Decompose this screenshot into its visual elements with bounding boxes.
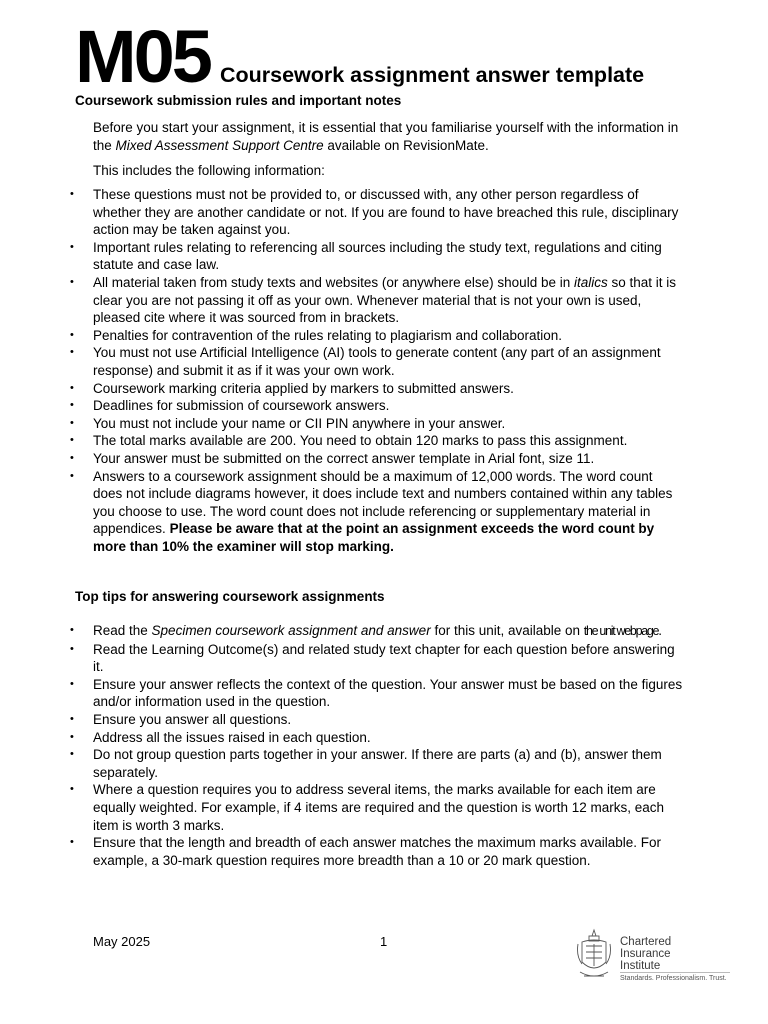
cii-logo bbox=[576, 928, 746, 988]
list-item bbox=[0, 380, 683, 398]
bullet-icon: • bbox=[70, 434, 74, 447]
top-tips-list bbox=[0, 622, 700, 869]
logo-line-3: Institute bbox=[620, 960, 661, 972]
bullet-icon: • bbox=[70, 730, 74, 743]
list-item-text bbox=[93, 398, 389, 413]
list-item-text bbox=[93, 712, 291, 727]
list-item-pre: Answers to a coursework assignment should be a maximum of 12,000 words. The word count does not include diagrams however, it does include text and numbers contained within any tables you choose to use. The word count does not include referencing or supplementary material in appendices. bbox=[93, 468, 673, 537]
intro-paragraph bbox=[93, 119, 683, 155]
list-item bbox=[0, 711, 683, 729]
list-item bbox=[0, 186, 683, 239]
intro-italic-reference: Mixed Assessment Support Centre bbox=[115, 138, 324, 153]
list-item bbox=[0, 676, 683, 711]
bullet-icon: • bbox=[70, 469, 74, 482]
list-item bbox=[0, 432, 683, 450]
list-item-squeeze: the unit webpage bbox=[583, 624, 659, 638]
list-item-post: for this unit, available on bbox=[430, 623, 584, 638]
bullet-icon: • bbox=[70, 416, 74, 429]
list-item-text: You must not use Artificial Intelligence (AI) tools to generate content (any part of an assignment response) and submit it as if it was your own work. bbox=[93, 345, 661, 378]
list-item-text: Do not group question parts together in your answer. If there are parts (a) and (b), answer them separately. bbox=[93, 747, 662, 780]
list-item-text bbox=[93, 782, 664, 832]
list-item-bold: Please be aware that at the point an assignment exceeds the word count by more than 10% the examiner will stop marking. bbox=[93, 521, 655, 554]
list-item bbox=[0, 622, 683, 641]
list-item-pre: All material taken from study texts and websites (or anywhere else) should be in bbox=[93, 274, 574, 290]
list-item-italic: Specimen coursework assignment and answer bbox=[151, 623, 431, 638]
bullet-icon: • bbox=[70, 783, 74, 796]
bullet-icon: • bbox=[70, 188, 74, 200]
list-item-text bbox=[93, 451, 594, 466]
submission-rules-list bbox=[0, 186, 700, 555]
bullet-icon: • bbox=[70, 328, 74, 341]
list-item-text bbox=[93, 677, 682, 710]
top-tips-heading: Top tips for answering coursework assignments bbox=[75, 589, 385, 604]
list-item-text bbox=[93, 835, 661, 868]
logo-divider bbox=[620, 972, 730, 973]
bullet-icon: • bbox=[70, 275, 74, 288]
bullet-icon: • bbox=[70, 677, 74, 690]
list-item-text bbox=[93, 240, 662, 273]
logo-line-1: Chartered bbox=[620, 936, 672, 948]
list-item-text bbox=[93, 275, 676, 325]
bullet-icon: • bbox=[70, 451, 74, 464]
crest-icon bbox=[576, 928, 612, 986]
list-item bbox=[0, 274, 683, 327]
list-item-tail: . bbox=[658, 623, 662, 638]
list-item-text bbox=[93, 345, 661, 378]
list-item-italic: italics bbox=[573, 274, 608, 290]
bullet-icon: • bbox=[70, 624, 74, 636]
list-item-text: Address all the issues raised in each question. bbox=[93, 729, 371, 745]
list-item-text: Read the Learning Outcome(s) and related study text chapter for each question before answering it. bbox=[93, 641, 675, 675]
list-item bbox=[0, 781, 683, 834]
bullet-icon: • bbox=[70, 712, 74, 725]
list-item-text bbox=[93, 469, 672, 554]
list-item-text: Deadlines for submission of coursework answers. bbox=[93, 398, 390, 414]
footer-page-number: 1 bbox=[380, 934, 388, 949]
intro-text-part1: Before you start your assignment, it is essential that you familiarise yourself with the information in the bbox=[93, 120, 679, 153]
list-item-text: Where a question requires you to address several items, the marks available for each item are equally weighted. For example, if 4 items are required and the question is worth 12 marks, each item is worth 3 marks. bbox=[93, 782, 665, 833]
logo-line-2: Insurance bbox=[620, 948, 671, 960]
lead-in-paragraph: This includes the following information: bbox=[93, 163, 325, 178]
list-item-text: These questions must not be provided to, or discussed with, any other person regardless of whether they are another candidate or not. If you are found to have breached this rule, disciplinary action may be taken against you. bbox=[93, 187, 679, 238]
logo-tagline: Standards. Professionalism. Trust. bbox=[620, 975, 727, 982]
bullet-icon: • bbox=[70, 642, 74, 655]
list-item-text: You must not include your name or CII PIN anywhere in your answer. bbox=[93, 415, 506, 431]
list-item bbox=[0, 641, 683, 676]
list-item bbox=[0, 834, 683, 869]
list-item-text: Ensure that the length and breadth of each answer matches the maximum marks available. For example, a 30-mark question requires more breadth than a 10 or 20 mark question. bbox=[93, 835, 662, 868]
list-item-text: Coursework marking criteria applied by markers to submitted answers. bbox=[93, 380, 514, 396]
list-item bbox=[0, 239, 683, 274]
bullet-icon: • bbox=[70, 346, 74, 359]
list-item bbox=[0, 746, 683, 781]
list-item-text: Important rules relating to referencing all sources including the study text, regulations and citing statute and case law. bbox=[93, 239, 662, 273]
bullet-icon: • bbox=[70, 748, 74, 761]
list-item-post: so that it is clear you are not passing it off as your own. Whenever material that is not your own is used, pleased cite where it was sourced from in brackets. bbox=[93, 274, 677, 326]
list-item bbox=[0, 415, 683, 433]
list-item-text: Your answer must be submitted on the correct answer template in Arial font, size 11. bbox=[93, 450, 595, 466]
list-item-text bbox=[93, 730, 371, 745]
document-header bbox=[75, 14, 644, 100]
list-item-text bbox=[93, 416, 505, 431]
list-item-pre: Read the bbox=[93, 623, 152, 638]
list-item bbox=[0, 450, 683, 468]
list-item-text bbox=[93, 642, 675, 675]
intro-text-part2: available on RevisionMate. bbox=[323, 138, 489, 153]
list-item-text bbox=[93, 747, 662, 780]
bullet-icon: • bbox=[70, 399, 74, 412]
list-item-text: The total marks available are 200. You need to obtain 120 marks to pass this assignment. bbox=[93, 433, 628, 449]
list-item bbox=[0, 729, 683, 747]
list-item-text bbox=[93, 187, 678, 237]
unit-code: M05 bbox=[75, 15, 210, 98]
submission-rules-heading: Coursework submission rules and important notes bbox=[75, 93, 402, 108]
bullet-icon: • bbox=[70, 240, 74, 253]
list-item bbox=[0, 344, 683, 379]
list-item-text: Penalties for contravention of the rules relating to plagiarism and collaboration. bbox=[93, 327, 563, 343]
list-item bbox=[0, 397, 683, 415]
list-item bbox=[0, 327, 683, 345]
list-item-text bbox=[93, 433, 627, 448]
list-item-text bbox=[93, 328, 562, 343]
document-title: Coursework assignment answer template bbox=[219, 63, 645, 87]
bullet-icon: • bbox=[70, 836, 74, 849]
list-item-text: Ensure you answer all questions. bbox=[93, 711, 292, 727]
list-item-text bbox=[93, 623, 662, 638]
list-item-text: Ensure your answer reflects the context of the question. Your answer must be based on the figures and/or information used in the question. bbox=[93, 676, 683, 710]
footer-date: May 2025 bbox=[93, 934, 151, 949]
list-item-text bbox=[93, 381, 514, 396]
bullet-icon: • bbox=[70, 381, 74, 394]
list-item bbox=[0, 468, 683, 556]
